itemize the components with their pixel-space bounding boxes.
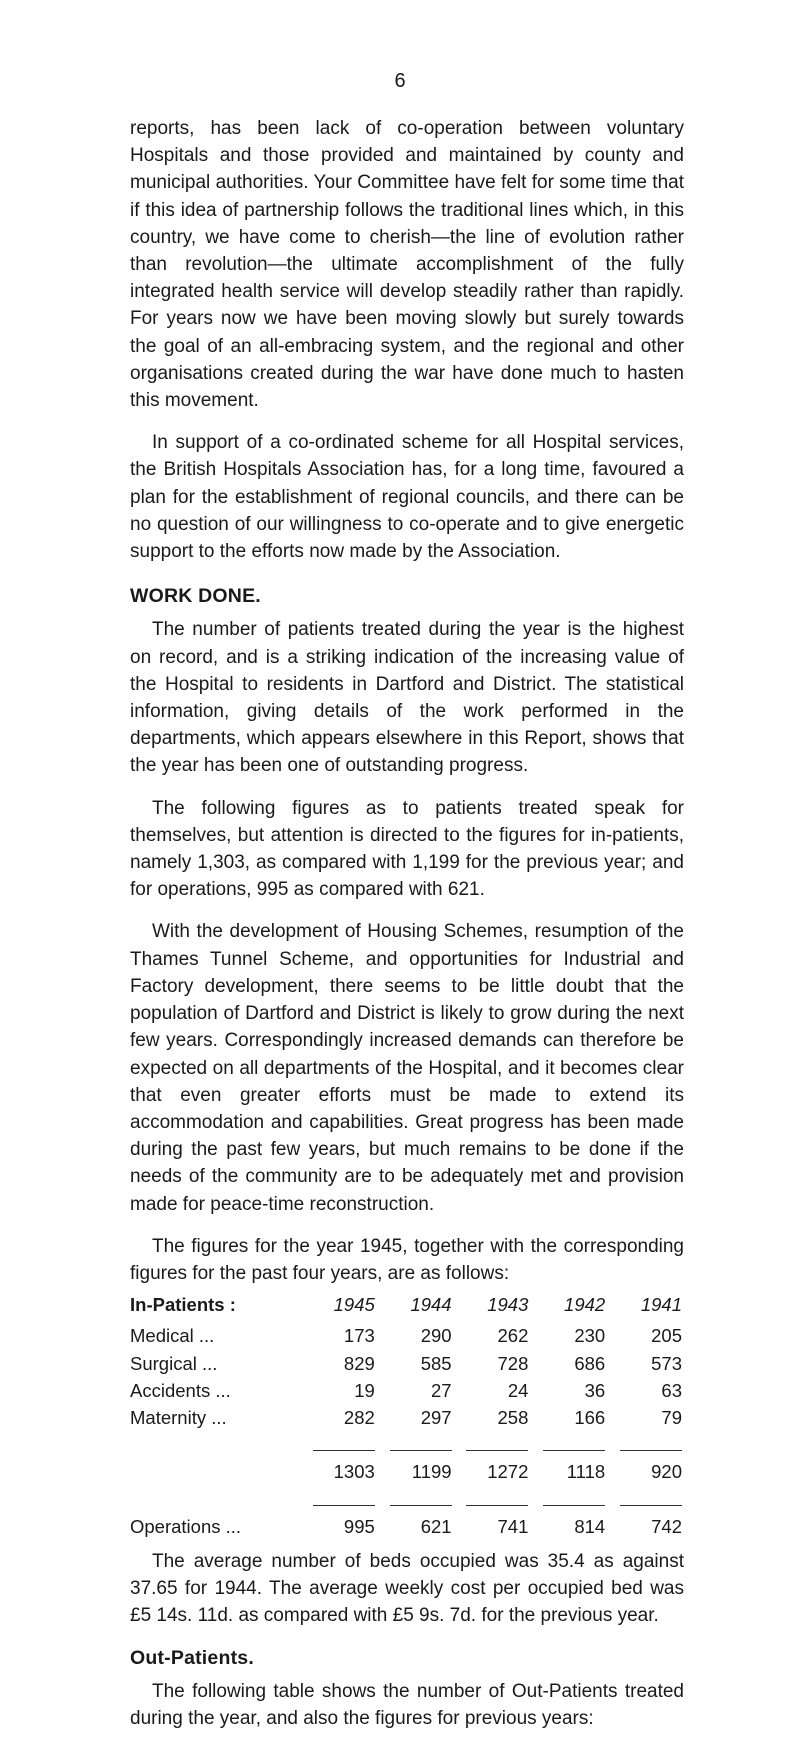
paragraph: The number of patients treated during the year is the highest on record, and is a striking indication of the increasing value of the Hospital to residents in Dartford and District. The statistical information, giving details of the work performed in the departments, which appears elsewhere in this Report, shows that the year has been one of outstanding progress. bbox=[130, 619, 684, 777]
table-cell: 686 bbox=[574, 1352, 606, 1374]
year-header: 1943 bbox=[487, 1294, 529, 1316]
rule-line bbox=[390, 1505, 452, 1506]
total-cell: 1303 bbox=[333, 1461, 375, 1483]
rule-line bbox=[313, 1505, 375, 1506]
table-cell: 27 bbox=[431, 1379, 452, 1401]
table-rule bbox=[130, 1431, 684, 1458]
rule-line bbox=[466, 1450, 528, 1451]
table-header-label: In-Patients : bbox=[130, 1294, 236, 1316]
operations-row bbox=[130, 1513, 684, 1540]
table-cell: 173 bbox=[343, 1325, 375, 1347]
rule-line bbox=[466, 1505, 528, 1506]
table-cell: 282 bbox=[343, 1406, 375, 1428]
paragraph-out-patients: The following table shows the number of Out-Patients treated during the year, and also the figures for previous years: bbox=[130, 1680, 684, 1729]
table-cell: 24 bbox=[507, 1379, 529, 1401]
row-label: Medical ... bbox=[130, 1325, 215, 1347]
row-label: Operations ... bbox=[130, 1515, 242, 1537]
in-patients-table bbox=[130, 1291, 684, 1540]
table-cell: 230 bbox=[574, 1325, 606, 1347]
table-cell: 258 bbox=[497, 1406, 529, 1428]
total-cell: 1272 bbox=[487, 1461, 529, 1483]
section-heading-work-done: WORK DONE. bbox=[130, 585, 261, 608]
table-cell: 63 bbox=[661, 1379, 682, 1401]
table-row bbox=[130, 1404, 684, 1431]
total-cell: 920 bbox=[651, 1461, 682, 1483]
table-row bbox=[130, 1322, 684, 1349]
table-cell: 166 bbox=[574, 1406, 606, 1428]
row-label: Maternity ... bbox=[130, 1406, 227, 1428]
page-number: 6 bbox=[394, 70, 406, 92]
paragraph: With the development of Housing Schemes, resumption of the Thames Tunnel Scheme, and opportunities for Industrial and Factory development, there seems to be little doubt that the population of Dartford and District is likely to grow during the next few years. Correspondingly increased demands can therefore be expected on all departments of the Hospital, and it becomes clear that even greater efforts must be made to extend its accommodation and capabilities. Great progress has been made during the past few years, but much remains to be done if the needs of the community are to be adequately met and provision made for peace-time reconstruction. bbox=[130, 921, 684, 1215]
rule-line bbox=[620, 1505, 682, 1506]
paragraph-beds: The average number of beds occupied was 35.4 as against 37.65 for 1944. The average weekly cost per occupied bed was £5 14s. 11d. as compared with £5 9s. 7d. for the previous year. bbox=[130, 1550, 684, 1627]
table-cell: 290 bbox=[420, 1325, 452, 1347]
table-cell: 36 bbox=[584, 1379, 606, 1401]
rule-line bbox=[543, 1505, 605, 1506]
paragraph: In support of a co-ordinated scheme for all Hospital services, the British Hospitals Association has, for a long time, favoured a plan for the establishment of regional councils, and there can be no question of our willingness to co-operate and to give energetic support to the efforts now made by the Association. bbox=[130, 432, 684, 563]
table-cell: 79 bbox=[661, 1406, 682, 1428]
table-cell: 585 bbox=[420, 1352, 452, 1374]
table-cell: 741 bbox=[497, 1515, 529, 1537]
total-cell: 1199 bbox=[411, 1461, 452, 1483]
year-header: 1944 bbox=[410, 1294, 452, 1316]
row-label: Accidents ... bbox=[130, 1379, 231, 1401]
table-cell: 297 bbox=[420, 1406, 452, 1428]
section-heading-out-patients: Out-Patients. bbox=[130, 1646, 254, 1669]
total-cell: 1118 bbox=[566, 1461, 606, 1483]
rule-line bbox=[543, 1450, 605, 1451]
year-header: 1942 bbox=[564, 1294, 606, 1316]
table-cell: 19 bbox=[354, 1379, 375, 1401]
table-row bbox=[130, 1377, 684, 1404]
report-body bbox=[130, 115, 684, 1747]
rule-line bbox=[620, 1450, 682, 1451]
rule-line bbox=[390, 1450, 452, 1451]
table-cell: 621 bbox=[420, 1515, 452, 1537]
totals-row bbox=[130, 1458, 684, 1485]
table-cell: 829 bbox=[343, 1352, 375, 1374]
table-rule bbox=[130, 1486, 684, 1513]
year-header: 1945 bbox=[333, 1294, 375, 1316]
row-label: Surgical ... bbox=[130, 1352, 218, 1374]
table-cell: 814 bbox=[574, 1515, 606, 1537]
paragraph: reports, has been lack of co-operation between voluntary Hospitals and those provided and maintained by county and municipal authorities. Your Committee have felt for some time that if this idea of partnership follows the traditional lines which, in this country, we have come to cherish—the line of evolution rather than revolution—the ultimate accomplishment of the fully integrated health service will develop steadily rather than rapidly. For years now we have been moving slowly but surely towards the goal of an all-embracing system, and the regional and other organisations created during the war have done much to hasten this movement. bbox=[130, 118, 684, 412]
table-cell: 262 bbox=[497, 1325, 529, 1347]
table-row bbox=[130, 1350, 684, 1377]
table-cell: 205 bbox=[651, 1325, 682, 1347]
table-header-row bbox=[130, 1291, 684, 1322]
table-cell: 995 bbox=[343, 1515, 375, 1537]
rule-line bbox=[313, 1450, 375, 1451]
table-cell: 742 bbox=[651, 1515, 682, 1537]
table-cell: 573 bbox=[651, 1352, 682, 1374]
table-cell: 728 bbox=[497, 1352, 529, 1374]
paragraph: The following figures as to patients treated speak for themselves, but attention is directed to the figures for in-patients, namely 1,303, as compared with 1,199 for the previous year; and for operations, 995 as compared with 621. bbox=[130, 797, 684, 901]
year-header: 1941 bbox=[640, 1294, 682, 1316]
paragraph: The figures for the year 1945, together with the corresponding figures for the past four years, are as follows: bbox=[130, 1235, 684, 1284]
